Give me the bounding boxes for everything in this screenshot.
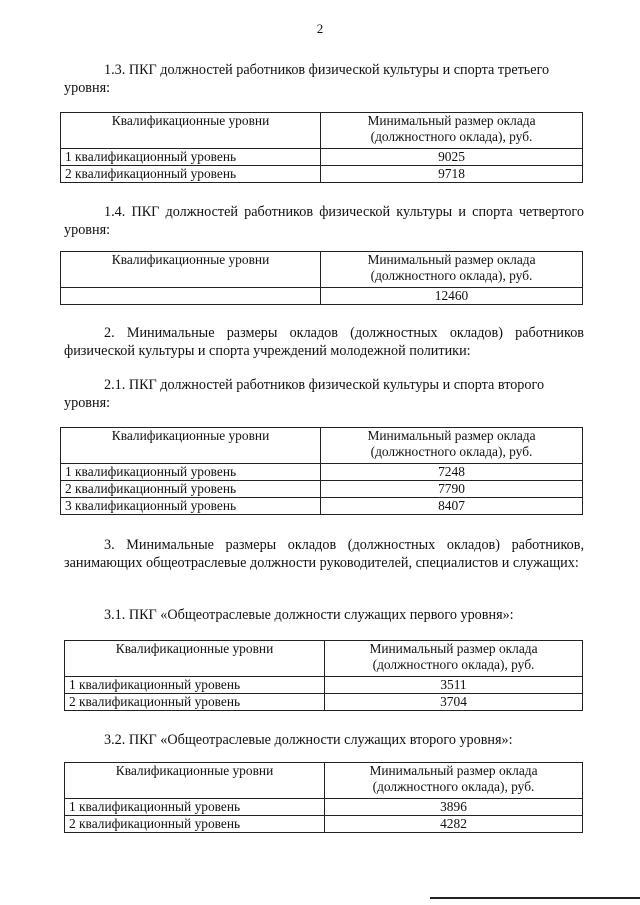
level-cell: 2 квалификационный уровень <box>61 481 321 498</box>
table-row <box>65 677 583 694</box>
table-row <box>65 799 583 816</box>
table-row <box>61 464 583 481</box>
level-cell: 1 квалификационный уровень <box>65 799 325 816</box>
column-header-salary: Минимальный размер оклада (должностного оклада), руб. <box>321 113 583 149</box>
salary-cell: 7248 <box>321 464 583 481</box>
salary-table-3-2 <box>64 762 583 833</box>
level-cell: 3 квалификационный уровень <box>61 498 321 515</box>
salary-cell: 4282 <box>325 816 583 833</box>
salary-cell: 8407 <box>321 498 583 515</box>
column-header-level: Квалификационные уровни <box>65 763 325 799</box>
section-heading-1-4: 1.4. ПКГ должностей работников физической культуры и спорта четвертого уровня: <box>64 204 584 238</box>
level-cell: 2 квалификационный уровень <box>65 694 325 711</box>
salary-cell: 3704 <box>325 694 583 711</box>
column-header-level: Квалификационные уровни <box>61 428 321 464</box>
table-row <box>61 498 583 515</box>
section-heading-3: 3. Минимальные размеры окладов (должностных окладов) работников, занимающих общеотраслевые должности руководителей, специалистов и служащих: <box>64 537 584 571</box>
section-heading-2-1: 2.1. ПКГ должностей работников физической культуры и спорта второго уровня: <box>64 377 545 411</box>
footer-rule <box>430 897 640 899</box>
level-cell: 1 квалификационный уровень <box>65 677 325 694</box>
salary-cell: 9025 <box>321 149 583 166</box>
column-header-level: Квалификационные уровни <box>61 252 321 288</box>
level-cell: 2 квалификационный уровень <box>65 816 325 833</box>
column-header-level: Квалификационные уровни <box>61 113 321 149</box>
table-row <box>61 288 583 305</box>
section-heading-3-1: 3.1. ПКГ «Общеотраслевые должности служащих первого уровня»: <box>104 607 514 623</box>
salary-cell: 9718 <box>321 166 583 183</box>
column-header-salary: Минимальный размер оклада (должностного оклада), руб. <box>325 641 583 677</box>
column-header-salary: Минимальный размер оклада (должностного оклада), руб. <box>321 252 583 288</box>
column-header-salary: Минимальный размер оклада (должностного оклада), руб. <box>325 763 583 799</box>
section-heading-1-3: 1.3. ПКГ должностей работников физической культуры и спорта третьего уровня: <box>64 62 550 96</box>
level-cell: 1 квалификационный уровень <box>61 464 321 481</box>
level-cell: 1 квалификационный уровень <box>61 149 321 166</box>
table-row <box>61 149 583 166</box>
table-row <box>61 166 583 183</box>
salary-table-3-1 <box>64 640 583 711</box>
page-number: 2 <box>316 21 324 36</box>
table-row <box>65 694 583 711</box>
salary-cell: 3896 <box>325 799 583 816</box>
salary-table-1-3 <box>60 112 583 183</box>
level-cell: 2 квалификационный уровень <box>61 166 321 183</box>
column-header-level: Квалификационные уровни <box>65 641 325 677</box>
salary-table-1-4 <box>60 251 583 305</box>
section-heading-2: 2. Минимальные размеры окладов (должностных окладов) работников физической культуры и спорта учреждений молодежной политики: <box>64 325 584 359</box>
level-cell <box>61 288 321 305</box>
column-header-salary: Минимальный размер оклада (должностного оклада), руб. <box>321 428 583 464</box>
salary-cell: 3511 <box>325 677 583 694</box>
salary-cell: 12460 <box>321 288 583 305</box>
table-row <box>61 481 583 498</box>
salary-table-2-1 <box>60 427 583 515</box>
section-heading-3-2: 3.2. ПКГ «Общеотраслевые должности служащих второго уровня»: <box>104 732 513 748</box>
salary-cell: 7790 <box>321 481 583 498</box>
table-row <box>65 816 583 833</box>
